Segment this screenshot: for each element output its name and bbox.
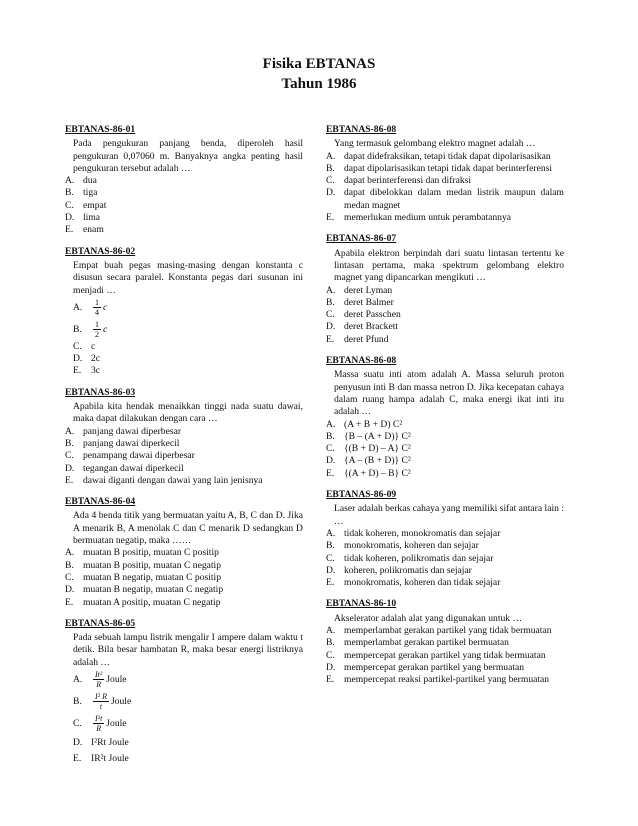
question-code: EBTANAS-86-10 [326, 598, 397, 610]
option-letter: A. [65, 547, 75, 559]
option-item [326, 175, 564, 187]
option-letter: C. [326, 552, 335, 564]
fraction-denominator: 4 [95, 308, 99, 318]
option-letter: E. [73, 365, 82, 377]
option-item [65, 572, 303, 584]
option-item [326, 151, 564, 163]
option-letter: A. [73, 301, 83, 313]
option-letter: C. [326, 649, 335, 661]
question-86-08-a [326, 124, 564, 224]
option-item [326, 285, 564, 297]
option-list [326, 285, 564, 346]
question-stem: Laser adalah berkas cahaya yang memiliki sifat antara lain : … [334, 503, 564, 527]
question-86-09 [326, 489, 564, 589]
option-text: koheren, polikromatis dan sejajar [344, 564, 472, 576]
option-variable: c [103, 323, 108, 335]
question-86-02 [65, 246, 303, 378]
option-item [326, 662, 564, 674]
option-letter: D. [326, 455, 336, 467]
option-item [73, 341, 303, 353]
option-letter: D. [73, 353, 83, 365]
option-letter: C. [65, 571, 74, 583]
option-list [65, 547, 303, 608]
option-list [65, 426, 303, 487]
option-letter: D. [73, 736, 83, 748]
option-text: dapat berinterferensi dan difraksi [344, 175, 472, 187]
option-item [65, 475, 303, 487]
option-item [326, 297, 564, 309]
option-item [326, 468, 564, 480]
option-text: dawai diganti dengan dawai yang lain jenisnya [83, 474, 263, 486]
option-a [73, 297, 303, 319]
question-code: EBTANAS-86-02 [65, 245, 136, 257]
option-item [326, 577, 564, 589]
option-letter: E. [65, 224, 74, 236]
question-86-03 [65, 387, 303, 487]
option-letter: A. [326, 624, 336, 636]
option-letter: C. [65, 450, 74, 462]
option-item [326, 553, 564, 565]
option-letter: C. [73, 340, 82, 352]
option-letter: A. [326, 150, 336, 162]
question-stem: Empat buah pegas masing-masing dengan konstanta c disusun secara paralel. Konstanta pegas dari susunan ini menjadi … [73, 259, 303, 296]
question-stem: Massa suatu inti atom adalah A. Massa seluruh proton penyusun inti B dan massa netron D. Jika kecepatan cahaya dalam ruang hampa adalah C, maka energi ikat inti itu adalah … [334, 369, 564, 418]
option-text: deret Lyman [344, 284, 393, 296]
question-86-04 [65, 496, 303, 609]
fraction-denominator: R [96, 724, 102, 734]
option-item [326, 674, 564, 686]
fraction-numerator: 1 [95, 298, 99, 308]
option-letter: E. [326, 333, 335, 345]
option-item [65, 200, 303, 212]
option-text: panjang dawai diperbesar [83, 425, 182, 437]
option-letter: B. [326, 296, 335, 308]
option-letter: E. [326, 674, 335, 686]
option-text: IR²t Joule [91, 753, 129, 765]
option-text: (A + B + D) C² [344, 418, 403, 430]
option-text: deret Balmer [344, 296, 394, 308]
option-text: 3c [91, 365, 101, 377]
option-item [326, 419, 564, 431]
question-code: EBTANAS-86-05 [65, 617, 136, 629]
option-item [65, 547, 303, 559]
option-item [326, 625, 564, 637]
option-item [326, 650, 564, 662]
fraction [93, 714, 104, 733]
option-text: I²Rt Joule [91, 736, 129, 748]
option-text: tidak koheren, polikromatis dan sejajar [344, 552, 494, 564]
question-code: EBTANAS-86-04 [65, 496, 136, 508]
option-text: dapat dipolarisasikan tetapi tidak dapat berinterferensi [344, 162, 553, 174]
option-text: mempercepat gerakan partikel yang bermuatan [344, 661, 525, 673]
option-text: deret Passchen [344, 309, 401, 321]
option-letter: D. [326, 564, 336, 576]
option-letter: B. [326, 430, 335, 442]
question-86-10 [326, 598, 564, 686]
option-letter: B. [326, 162, 335, 174]
fraction-denominator: R [96, 680, 102, 690]
option-item [65, 450, 303, 462]
option-unit: Joule [110, 695, 132, 707]
option-c [73, 713, 303, 735]
question-code: EBTANAS-86-08 [326, 124, 397, 135]
option-letter: C. [326, 309, 335, 321]
option-letter: D. [326, 321, 336, 333]
option-text: enam [83, 224, 104, 236]
option-item [73, 353, 303, 365]
fraction [93, 320, 101, 339]
page-subtitle: Tahun 1986 [281, 76, 357, 92]
option-item [326, 540, 564, 552]
option-letter: B. [65, 559, 74, 571]
question-stem: Apabila kita hendak menaikkan tinggi nada suatu dawai, maka dapat dilakukan dengan cara … [73, 401, 303, 425]
right-column [326, 124, 564, 695]
option-a [73, 669, 303, 691]
option-item [326, 565, 564, 577]
page-header [0, 54, 638, 94]
option-text: {A – (B + D)} C² [344, 455, 411, 467]
fraction [93, 298, 101, 317]
option-text: tiga [83, 187, 98, 199]
option-item [65, 584, 303, 596]
option-text: monokromatis, koheren dan sejajar [344, 540, 479, 552]
option-text: 2c [91, 353, 101, 365]
option-letter: C. [326, 443, 335, 455]
option-item [65, 463, 303, 475]
option-b [73, 691, 303, 713]
left-column [65, 124, 303, 775]
option-letter: D. [326, 187, 336, 199]
option-letter: A. [73, 673, 83, 685]
option-letter: B. [65, 437, 74, 449]
option-letter: E. [73, 753, 82, 765]
option-letter: E. [326, 467, 335, 479]
question-86-07 [326, 233, 564, 346]
option-letter: B. [326, 637, 335, 649]
option-text: memperlambat gerakan partikel yang tidak bermuatan [344, 624, 552, 636]
option-text: {B – (A + D)} C² [344, 430, 411, 442]
option-letter: C. [65, 199, 74, 211]
question-code: EBTANAS-86-03 [65, 386, 136, 398]
option-text: panjang dawai diperkecil [83, 437, 180, 449]
option-letter: E. [326, 212, 335, 224]
option-list [326, 625, 564, 686]
option-list [73, 341, 303, 378]
question-86-08-b [326, 355, 564, 480]
option-text: {(A + D) – B} C² [344, 467, 411, 479]
option-text: muatan A positip, muatan C negatip [83, 596, 221, 608]
question-stem: Apabila elektron berpindah dari suatu lintasan tertentu ke lintasan pertama, maka spektrum gelombang elektro magnet yang dipancarkan mengikuti … [334, 247, 564, 284]
option-list [326, 419, 564, 480]
option-text: monokromatis, koheren dan tidak sejajar [344, 577, 501, 589]
question-code: EBTANAS-86-01 [65, 124, 136, 135]
option-text: memerlukan medium untuk perambatannya [344, 212, 512, 224]
option-item [65, 175, 303, 187]
option-item [326, 212, 564, 224]
option-text: dapat didefraksikan, tetapi tidak dapat dipolarisasikan [344, 150, 551, 162]
question-stem: Ada 4 benda titik yang bermuatan yaitu A, B, C dan D. Jika A menarik B, A menolak C dan C menarik D sedangkan D bermuatan negatip, maka …… [73, 510, 303, 547]
option-text: muatan B negatip, muatan C positip [83, 571, 222, 583]
question-86-01 [65, 124, 303, 237]
option-text: lima [83, 212, 101, 224]
fraction-denominator: t [99, 702, 103, 712]
option-item [65, 560, 303, 572]
question-86-05 [65, 618, 303, 766]
option-e [73, 753, 303, 765]
option-letter: E. [326, 577, 335, 589]
option-item [65, 224, 303, 236]
option-letter: C. [326, 175, 335, 187]
fraction [93, 692, 109, 711]
option-text: c [91, 340, 96, 352]
option-text: muatan B positip, muatan C positip [83, 547, 219, 559]
option-unit: Joule [106, 673, 127, 685]
option-letter: B. [65, 187, 74, 199]
option-item [326, 637, 564, 649]
option-letter: A. [326, 284, 336, 296]
fraction-numerator: I² R [95, 692, 107, 702]
question-code: EBTANAS-86-07 [326, 233, 397, 245]
option-text: dua [83, 175, 97, 187]
option-letter: A. [326, 418, 336, 430]
question-stem: Yang termasuk gelombang elektro magnet adalah … [334, 138, 536, 150]
question-code: EBTANAS-86-09 [326, 489, 397, 501]
option-item [326, 163, 564, 175]
question-stem: Akselerator adalah alat yang digunakan untuk … [334, 612, 523, 624]
option-b [73, 319, 303, 341]
option-letter: A. [65, 425, 75, 437]
option-item [73, 365, 303, 377]
option-unit: Joule [106, 717, 127, 729]
option-text: deret Brackett [344, 321, 399, 333]
option-item [65, 438, 303, 450]
option-letter: B. [326, 540, 335, 552]
option-item [65, 187, 303, 199]
option-letter: A. [65, 175, 75, 187]
option-text: deret Pfund [344, 333, 389, 345]
option-letter: D. [65, 462, 75, 474]
page-title: Fisika EBTANAS [262, 56, 376, 72]
question-stem: Pada pengukuran panjang benda, diperoleh hasil pengukuran 0,07060 m. Banyaknya angka penting hasil pengukuran tersebut adalah … [73, 138, 303, 174]
option-variable: c [103, 301, 108, 313]
option-list [65, 175, 303, 236]
question-code: EBTANAS-86-08 [326, 355, 397, 367]
fraction-numerator: It² [95, 670, 103, 680]
option-text: mempercepat gerakan partikel yang tidak bermuatan [344, 649, 546, 661]
option-item [326, 528, 564, 540]
option-text: memperlambat gerakan partikel bermuatan [344, 637, 509, 649]
fraction-numerator: I²t [95, 714, 103, 724]
option-item [65, 426, 303, 438]
fraction [93, 670, 104, 689]
option-letter: E. [65, 474, 74, 486]
option-letter: A. [326, 527, 336, 539]
option-letter: E. [65, 596, 74, 608]
option-text: penampang dawai diperbesar [83, 450, 195, 462]
option-letter: D. [65, 584, 75, 596]
option-letter: D. [326, 661, 336, 673]
question-stem: Pada sebuah lampu listrik mengalir I ampere dalam waktu t detik. Bila besar hambatan R, maka besar energi listriknya adalah … [73, 632, 303, 668]
option-item [326, 309, 564, 321]
option-letter: B. [73, 323, 82, 335]
option-d [73, 737, 303, 749]
option-text: mempercepat reaksi partikel-partikel yang bermuatan [344, 674, 550, 686]
option-letter: D. [65, 212, 75, 224]
option-item [65, 597, 303, 609]
option-item [326, 321, 564, 333]
option-text: muatan B positip, muatan C negatip [83, 559, 222, 571]
option-text: tegangan dawai diperkecil [83, 462, 184, 474]
option-item [65, 212, 303, 224]
option-item [326, 334, 564, 346]
option-item [326, 431, 564, 443]
option-letter: C. [73, 717, 82, 729]
option-item [326, 455, 564, 467]
fraction-denominator: 2 [95, 330, 99, 340]
option-text: muatan B negatip, muatan C negatip [83, 584, 224, 596]
option-text: empat [83, 199, 107, 211]
option-item [326, 443, 564, 455]
option-text: {(B + D) – A} C² [344, 443, 411, 455]
option-list [326, 528, 564, 589]
option-text: dapat dibelokkan dalam medan listrik maupun dalam medan magnet [344, 187, 564, 211]
fraction-numerator: 1 [95, 320, 99, 330]
option-text: tidak koheren, monokromatis dan sejajar [344, 527, 501, 539]
option-list [326, 151, 564, 225]
option-item [326, 187, 564, 212]
option-letter: B. [73, 695, 82, 707]
